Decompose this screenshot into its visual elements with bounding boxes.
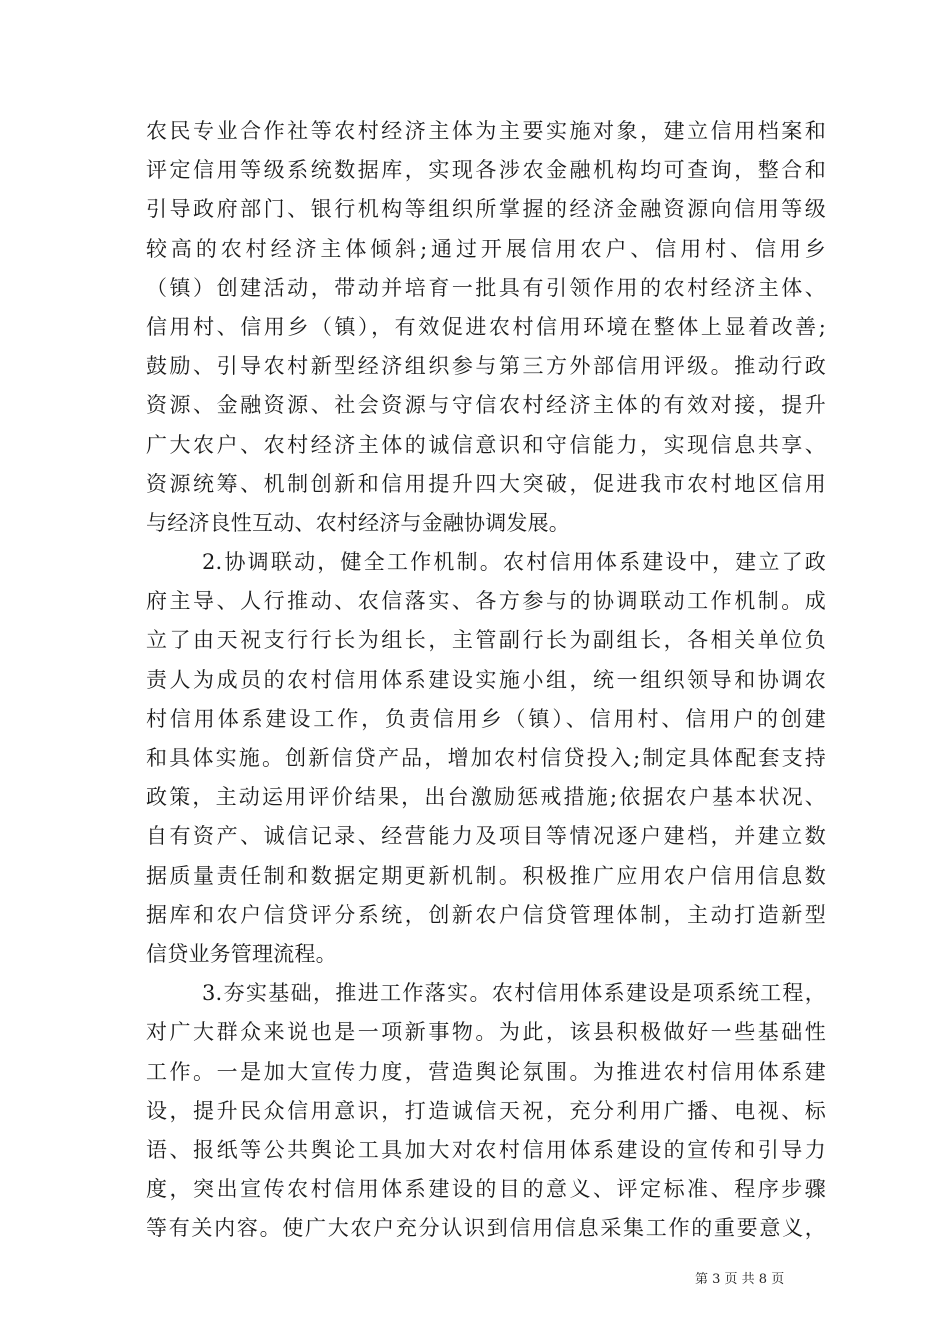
text-line: 据质量责任制和数据定期更新机制。积极推广应用农户信用信息数 xyxy=(146,863,826,888)
paragraph-3 xyxy=(146,974,826,1248)
text-line: 对广大群众来说也是一项新事物。为此，该县积极做好一些基础性 xyxy=(146,1020,826,1045)
text-line: 引导政府部门、银行机构等组织所掌握的经济金融资源向信用等级 xyxy=(146,197,826,222)
text-line: 资源、金融资源、社会资源与守信农村经济主体的有效对接，提升 xyxy=(146,393,826,418)
text-line: 据库和农户信贷评分系统，创新农户信贷管理体制，主动打造新型 xyxy=(146,902,826,927)
text-line: 鼓励、引导农村新型经济组织参与第三方外部信用评级。推动行政 xyxy=(146,354,826,379)
text-line: 语、报纸等公共舆论工具加大对农村信用体系建设的宣传和引导力 xyxy=(146,1137,826,1162)
text-line: （镇）创建活动，带动并培育一批具有引领作用的农村经济主体、 xyxy=(146,275,826,300)
text-line: 设，提升民众信用意识，打造诚信天祝，充分利用广播、电视、标 xyxy=(146,1098,826,1123)
text-line: 广大农户、农村经济主体的诚信意识和守信能力，实现信息共享、 xyxy=(146,432,826,457)
text-line: 度，突出宣传农村信用体系建设的目的意义、评定标准、程序步骤 xyxy=(146,1177,826,1202)
page-number: 第 3 页 共 8 页 xyxy=(695,1272,785,1287)
text-line: 与经济良性互动、农村经济与金融协调发展。 xyxy=(146,510,570,535)
paragraph-2 xyxy=(146,543,826,974)
text-line: 政策，主动运用评价结果，出台激励惩戒措施;依据农户基本状况、 xyxy=(146,785,826,810)
text-line: 2.协调联动，健全工作机制。农村信用体系建设中，建立了政 xyxy=(202,550,826,575)
text-line: 村信用体系建设工作，负责信用乡（镇）、信用村、信用户的创建 xyxy=(146,706,826,731)
text-line: 府主导、人行推动、农信落实、各方参与的协调联动工作机制。成 xyxy=(146,589,826,614)
text-line: 信贷业务管理流程。 xyxy=(146,941,337,966)
text-line: 等有关内容。使广大农户充分认识到信用信息采集工作的重要意义， xyxy=(146,1216,826,1241)
text-line: 较高的农村经济主体倾斜;通过开展信用农户、信用村、信用乡 xyxy=(146,236,826,261)
text-line: 工作。一是加大宣传力度，营造舆论氛围。为推进农村信用体系建 xyxy=(146,1059,826,1084)
text-line: 评定信用等级系统数据库，实现各涉农金融机构均可查询，整合和 xyxy=(146,158,826,183)
text-line: 责人为成员的农村信用体系建设实施小组，统一组织领导和协调农 xyxy=(146,667,826,692)
text-line: 信用村、信用乡（镇），有效促进农村信用环境在整体上显着改善; xyxy=(146,314,826,339)
text-line: 和具体实施。创新信贷产品，增加农村信贷投入;制定具体配套支持 xyxy=(146,746,826,770)
document-body xyxy=(146,112,826,1248)
text-line: 农民专业合作社等农村经济主体为主要实施对象，建立信用档案和 xyxy=(146,119,826,143)
paragraph-1 xyxy=(146,112,826,543)
text-line: 资源统筹、机制创新和信用提升四大突破，促进我市农村地区信用 xyxy=(146,471,826,496)
text-line: 自有资产、诚信记录、经营能力及项目等情况逐户建档，并建立数 xyxy=(146,824,826,849)
text-line: 立了由天祝支行行长为组长，主管副行长为副组长，各相关单位负 xyxy=(146,628,826,653)
text-line: 3.夯实基础，推进工作落实。农村信用体系建设是项系统工程， xyxy=(202,981,826,1006)
